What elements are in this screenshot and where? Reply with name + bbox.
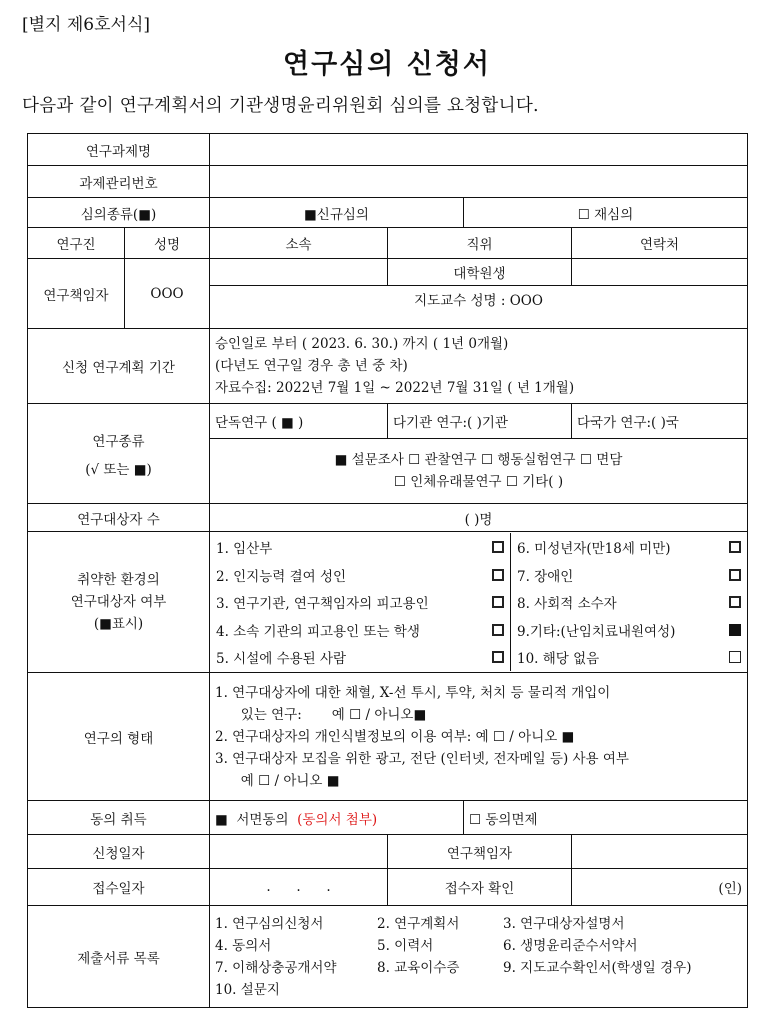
vulnerable-left-option-1[interactable] — [216, 533, 504, 561]
form-line-2[interactable]: 있는 연구: 예 ☐ / 아니오■ — [215, 706, 427, 723]
checkbox-icon[interactable] — [729, 596, 741, 608]
apply-date-field[interactable] — [210, 835, 388, 869]
documents-row — [215, 957, 742, 979]
documents-list — [210, 906, 748, 1008]
subjects-count-label: 연구대상자 수 — [28, 504, 210, 532]
page-title: 연구심의 신청서 — [283, 49, 491, 80]
form-of-research-label: 연구의 형태 — [28, 673, 210, 801]
period-line-1: 승인일로 부터 ( 2023. 6. 30.) 까지 ( 1년 0개월) — [215, 336, 509, 352]
project-name-label: 연구과제명 — [28, 134, 210, 166]
documents-row — [215, 935, 742, 957]
pi-contact-field[interactable] — [572, 259, 748, 286]
vulnerable-label-3: (■표시) — [93, 616, 144, 632]
study-type-label — [28, 404, 210, 504]
project-number-field[interactable] — [210, 166, 748, 198]
apply-pi-label: 연구책임자 — [388, 835, 572, 869]
option-label: 10. 해당 없음 — [517, 651, 600, 667]
vulnerable-left-option-4[interactable] — [216, 616, 504, 644]
pi-name: OOO — [125, 259, 210, 329]
intro-text: 다음과 같이 연구계획서의 기관생명윤리위원회 심의를 요청합니다. — [22, 96, 539, 116]
document-item: 1. 연구심의신청서 — [215, 915, 324, 932]
vulnerable-options — [210, 532, 748, 673]
option-label: 1. 임산부 — [216, 541, 273, 557]
documents-row — [215, 979, 742, 1001]
document-item: 9. 지도교수확인서(학생일 경우) — [503, 959, 692, 976]
vulnerable-right-option-2[interactable] — [517, 561, 741, 589]
documents-row — [215, 913, 742, 935]
written-consent-option[interactable] — [210, 801, 464, 835]
research-methods-line-2: ☐ 인체유래물연구 ☐ 기타( ) — [393, 474, 564, 490]
document-item: 4. 동의서 — [215, 937, 272, 954]
affiliation-header: 소속 — [210, 228, 388, 259]
checkbox-icon[interactable] — [729, 569, 741, 581]
advisor-name: 지도교수 성명 : OOO — [210, 286, 748, 329]
option-label: 7. 장애인 — [517, 568, 574, 585]
checkbox-icon: ■ — [304, 206, 317, 223]
option-label: 4. 소속 기관의 피고용인 또는 학생 — [216, 623, 420, 640]
study-type-label-1: 연구종류 — [92, 433, 145, 450]
receipt-confirm-label: 접수자 확인 — [388, 869, 572, 906]
period-label: 신청 연구계획 기간 — [28, 329, 210, 404]
vulnerable-left-option-3[interactable] — [216, 588, 504, 616]
document-item: 7. 이해상충공개서약 — [215, 959, 337, 976]
written-consent-label: ■ 서면동의 — [215, 811, 298, 828]
option-label: 6. 미성년자(만18세 미만) — [517, 541, 671, 557]
checkbox-icon: ☐ — [577, 206, 590, 223]
multi-institution-option[interactable]: 다기관 연구:( )기관 — [388, 404, 572, 439]
project-number-label: 과제관리번호 — [28, 166, 210, 198]
checkbox-icon[interactable] — [492, 624, 504, 636]
vulnerable-label-2: 연구대상자 여부 — [70, 594, 167, 610]
vulnerable-right-option-5[interactable] — [517, 643, 741, 671]
application-form-table — [27, 133, 748, 1008]
consent-label: 동의 취득 — [28, 801, 210, 835]
pi-affiliation-field[interactable] — [210, 259, 388, 286]
period-field — [210, 329, 748, 404]
document-item: 2. 연구계획서 — [377, 915, 460, 932]
document-item: 8. 교육이수증 — [377, 959, 460, 976]
option-label: 8. 사회적 소수자 — [517, 596, 617, 612]
contact-header: 연락처 — [572, 228, 748, 259]
vulnerable-right-option-3[interactable] — [517, 588, 741, 616]
option-label: 9.기타:(난임치료내원여성) — [517, 623, 676, 640]
document-item: 10. 설문지 — [215, 981, 280, 998]
option-label: 2. 인지능력 결여 성인 — [216, 568, 347, 585]
vulnerable-left-option-5[interactable] — [216, 643, 504, 671]
researcher-label: 연구진 — [28, 228, 125, 259]
vulnerable-right-column — [511, 533, 747, 671]
subjects-count-field[interactable]: ( )명 — [210, 504, 748, 532]
review-type-label: 심의종류(■) — [28, 198, 210, 228]
name-header: 성명 — [125, 228, 210, 259]
vulnerable-left-column — [210, 533, 511, 671]
vulnerable-label-1: 취약한 환경의 — [77, 572, 160, 588]
receipt-date-label: 접수일자 — [28, 869, 210, 906]
option-label: 5. 시설에 수용된 사람 — [216, 651, 347, 667]
consent-waiver-option[interactable]: ☐ 동의면제 — [464, 801, 748, 835]
documents-label: 제출서류 목록 — [28, 906, 210, 1008]
pi-position: 대학원생 — [388, 259, 572, 286]
checkbox-icon[interactable] — [729, 651, 741, 663]
review-type-new-label: 신규심의 — [316, 206, 369, 223]
position-header: 직위 — [388, 228, 572, 259]
form-number-label: [별지 제6호서식] — [22, 15, 151, 35]
form-line-5[interactable]: 예 ☐ / 아니오 ■ — [215, 772, 340, 789]
consent-attachment-note: (동의서 첨부) — [297, 811, 378, 828]
vulnerable-right-option-1[interactable] — [517, 533, 741, 561]
review-type-new[interactable] — [210, 198, 464, 228]
form-line-1: 1. 연구대상자에 대한 채혈, X-선 투시, 투약, 처치 등 물리적 개입이 — [215, 684, 611, 701]
review-type-re[interactable] — [464, 198, 748, 228]
apply-date-label: 신청일자 — [28, 835, 210, 869]
research-methods-line-1: ■ 설문조사 ☐ 관찰연구 ☐ 행동실험연구 ☐ 면담 — [334, 452, 623, 468]
vulnerable-right-option-4[interactable] — [517, 616, 741, 644]
form-line-3[interactable]: 2. 연구대상자의 개인식별정보의 이용 여부: 예 ☐ / 아니오 ■ — [215, 728, 575, 745]
checkbox-icon[interactable] — [492, 541, 504, 553]
checkbox-icon[interactable] — [492, 651, 504, 663]
study-type-label-2: (√ 또는 ■) — [85, 461, 152, 478]
vulnerable-left-option-2[interactable] — [216, 561, 504, 589]
period-line-2: (다년도 연구일 경우 총 년 중 차) — [215, 358, 408, 374]
vulnerable-label — [28, 532, 210, 673]
receipt-date-field[interactable]: . . . — [210, 869, 388, 906]
project-name-field[interactable] — [210, 134, 748, 166]
multinational-option[interactable]: 다국가 연구:( )국 — [572, 404, 748, 439]
pi-label: 연구책임자 — [28, 259, 125, 329]
form-of-research-field — [210, 673, 748, 801]
checkbox-icon[interactable] — [492, 569, 504, 581]
document-item: 6. 생명윤리준수서약서 — [503, 937, 638, 954]
review-type-re-label: 재심의 — [594, 206, 634, 223]
checkbox-icon[interactable] — [729, 624, 741, 636]
checkbox-icon[interactable] — [729, 541, 741, 553]
document-item: 5. 이력서 — [377, 937, 434, 954]
research-methods[interactable] — [210, 439, 748, 504]
apply-pi-field[interactable] — [572, 835, 748, 869]
form-line-4: 3. 연구대상자 모집을 위한 광고, 전단 (인터넷, 전자메일 등) 사용 여부 — [215, 750, 629, 767]
period-line-3: 자료수집: 2022년 7월 1일 ~ 2022년 7월 31일 ( 년 1개월) — [215, 380, 575, 396]
checkbox-icon[interactable] — [492, 596, 504, 608]
seal-mark: (인) — [572, 869, 748, 906]
single-study-option[interactable]: 단독연구 ( ■ ) — [210, 404, 388, 439]
option-label: 3. 연구기관, 연구책임자의 피고용인 — [216, 596, 429, 612]
document-item: 3. 연구대상자설명서 — [503, 915, 625, 932]
